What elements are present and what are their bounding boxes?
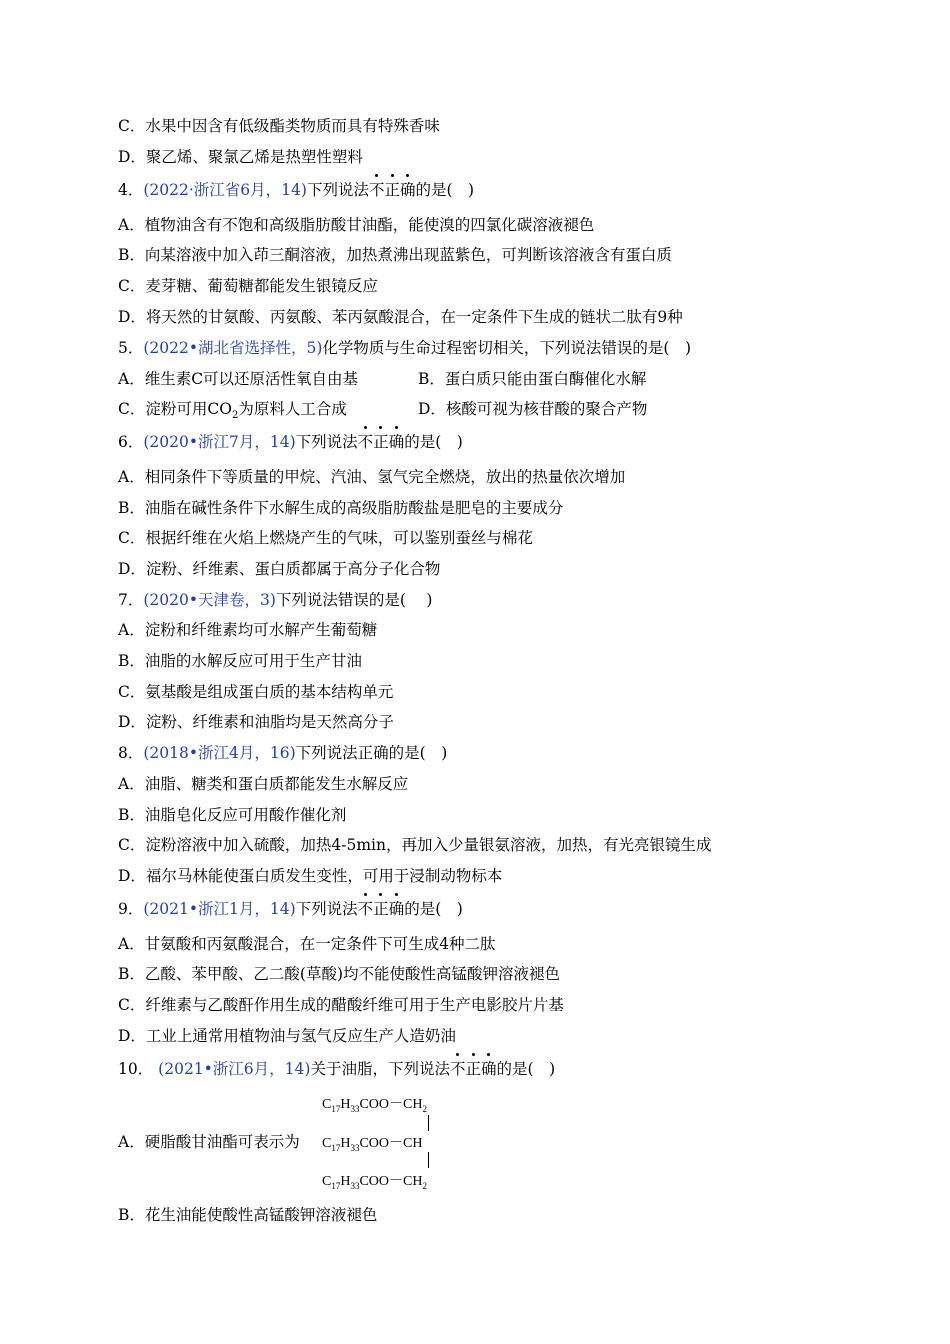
question-number: 9． <box>118 900 144 918</box>
option-b: B．向某溶液中加入茚三酮溶液，加热煮沸出现蓝紫色，可判断该溶液含有蛋白质 <box>118 246 672 264</box>
question-number: 7． <box>118 591 144 609</box>
atom: C <box>322 1174 332 1189</box>
emphasis-char: 确 <box>399 181 416 199</box>
question-source: (2021•浙江1月，14) <box>143 900 296 918</box>
atom: H <box>340 1174 351 1189</box>
subscript: 17 <box>331 1142 341 1153</box>
atom: H <box>340 1136 351 1151</box>
subscript: 2 <box>422 1180 427 1191</box>
bond: － <box>389 1097 404 1112</box>
option-c-text: C．淀粉可用CO <box>118 400 232 418</box>
subscript: 33 <box>350 1142 360 1153</box>
atom: H <box>340 1097 351 1112</box>
group: CH <box>403 1097 423 1112</box>
option-d: D．核酸可视为核苷酸的聚合产物 <box>418 400 648 418</box>
option-d: D．工业上通常用植物油与氢气反应生产人造奶油 <box>118 1027 456 1045</box>
option-d: D．将天然的甘氨酸、丙氨酸、苯丙氨酸混合，在一定条件下生成的链状二肽有9种 <box>118 308 683 326</box>
stem-text: 下列说法正确的是( ) <box>295 744 448 762</box>
option-b: B．油脂皂化反应可用酸作催化剂 <box>118 806 347 824</box>
question-number: 10． <box>118 1060 154 1078</box>
option-c: C．纤维素与乙酸酐作用生成的醋酸纤维可用于生产电影胶片片基 <box>118 996 564 1014</box>
option-c <box>118 400 347 422</box>
stem-text: 的是( ) <box>404 900 463 918</box>
option-b: B．蛋白质只能由蛋白酶催化水解 <box>418 370 647 388</box>
emphasis-char: 不 <box>449 1060 466 1078</box>
stem-text: 化学物质与生命过程密切相关，下列说法错误的是( ) <box>322 339 692 357</box>
question-source: (2021•浙江6月，14) <box>158 1060 311 1078</box>
question-source: (2022·浙江省6月，14) <box>143 181 307 199</box>
group: CH <box>403 1136 423 1151</box>
option-c: C．氨基酸是组成蛋白质的基本结构单元 <box>118 683 394 701</box>
emphasis-char: 不 <box>357 433 374 451</box>
question-source: (2020•天津卷，3) <box>143 591 276 609</box>
bond: － <box>389 1136 404 1151</box>
stem-text: 的是( ) <box>404 433 463 451</box>
subscript: 2 <box>422 1103 427 1114</box>
option-d: D．淀粉、纤维素、蛋白质都属于高分子化合物 <box>118 560 441 578</box>
option-c: C．淀粉溶液中加入硫酸，加热4-5min，再加入少量银氨溶液，加热，有光亮银镜生成 <box>118 836 712 854</box>
option-a: A．硬脂酸甘油酯可表示为 <box>118 1133 300 1151</box>
option-b: B．乙酸、苯甲酸、乙二酸(草酸)均不能使酸性高锰酸钾溶液褪色 <box>118 965 560 983</box>
emphasis-char: 正 <box>373 433 389 451</box>
option-a: A．油脂、糖类和蛋白质都能发生水解反应 <box>118 775 409 793</box>
option-d: D．淀粉、纤维素和油脂均是天然高分子 <box>118 713 394 731</box>
stem-text: 关于油脂，下列说法 <box>310 1060 450 1078</box>
formula-row-3 <box>322 1170 427 1191</box>
question-8-stem <box>118 743 447 763</box>
option-c: C．麦芽糖、葡萄糖都能发生银镜反应 <box>118 277 378 295</box>
subscript: 33 <box>350 1103 360 1114</box>
option-a: A．维生素C可以还原活性氧自由基 <box>118 370 359 388</box>
option-a: A．相同条件下等质量的甲烷、汽油、氢气完全燃烧，放出的热量依次增加 <box>118 468 626 486</box>
option-a: A．甘氨酸和丙氨酸混合，在一定条件下可生成4种二肽 <box>118 935 496 953</box>
stem-text: 下列说法 <box>306 181 369 199</box>
subscript: 33 <box>350 1180 360 1191</box>
question-number: 5． <box>118 339 144 357</box>
group: COO <box>359 1097 390 1112</box>
question-source: (2018•浙江4月，16) <box>143 744 296 762</box>
question-4-stem <box>118 180 474 200</box>
subscript: 2 <box>231 410 239 422</box>
emphasis-char: 正 <box>384 181 400 199</box>
option-b: B．油脂的水解反应可用于生产甘油 <box>118 652 362 670</box>
question-number: 8． <box>118 744 144 762</box>
emphasis-char: 正 <box>465 1060 481 1078</box>
question-5-options-row-2 <box>118 399 718 426</box>
stem-text: 下列说法 <box>295 900 358 918</box>
group: CH <box>403 1174 423 1189</box>
question-6-stem <box>118 432 463 452</box>
question-number: 6． <box>118 433 144 451</box>
option-d: D．福尔马林能使蛋白质发生变性，可用于浸制动物标本 <box>118 867 503 885</box>
emphasis-char: 确 <box>388 433 405 451</box>
question-7-stem <box>118 590 432 610</box>
question-5-options-row-1 <box>118 369 718 389</box>
emphasis-char: 不 <box>368 181 385 199</box>
emphasis-char: 正 <box>373 900 389 918</box>
question-9-stem <box>118 899 463 919</box>
formula-row-2 <box>322 1132 422 1153</box>
question-number: 4． <box>118 181 144 199</box>
vertical-bond <box>428 1152 429 1168</box>
question-source: (2022•湖北省选择性，5) <box>143 339 323 357</box>
stem-text: 下列说法错误的是( ) <box>275 591 433 609</box>
atom: C <box>322 1136 332 1151</box>
formula-row-1 <box>322 1093 427 1114</box>
prev-option-c: C．水果中因含有低级酯类物质而具有特殊香味 <box>118 117 440 135</box>
subscript: 17 <box>331 1180 341 1191</box>
option-b: B．花生油能使酸性高锰酸钾溶液褪色 <box>118 1206 378 1224</box>
question-source: (2020•浙江7月，14) <box>143 433 296 451</box>
emphasis-char: 不 <box>357 900 374 918</box>
option-a: A．淀粉和纤维素均可水解产生葡萄糖 <box>118 621 378 639</box>
vertical-bond <box>428 1115 429 1131</box>
stem-text: 的是( ) <box>415 181 475 199</box>
bond: － <box>389 1174 404 1189</box>
subscript: 17 <box>331 1103 341 1114</box>
group: COO <box>359 1174 390 1189</box>
group: COO <box>359 1136 390 1151</box>
atom: C <box>322 1097 332 1112</box>
stem-text: 下列说法 <box>295 433 358 451</box>
option-b: B．油脂在碱性条件下水解生成的高级脂肪酸盐是肥皂的主要成分 <box>118 499 564 517</box>
question-5-stem <box>118 338 691 358</box>
option-c: C．根据纤维在火焰上燃烧产生的气味，可以鉴别蚕丝与棉花 <box>118 529 533 547</box>
emphasis-char: 确 <box>481 1060 497 1078</box>
option-c-text: 为原料人工合成 <box>238 400 347 418</box>
stem-text: 的是( ) <box>496 1060 556 1078</box>
prev-option-d: D．聚乙烯、聚氯乙烯是热塑性塑料 <box>118 148 363 166</box>
question-10-stem <box>118 1059 555 1079</box>
emphasis-char: 确 <box>388 900 405 918</box>
option-a: A．植物油含有不饱和高级脂肪酸甘油酯，能使溴的四氯化碳溶液褪色 <box>118 216 595 234</box>
